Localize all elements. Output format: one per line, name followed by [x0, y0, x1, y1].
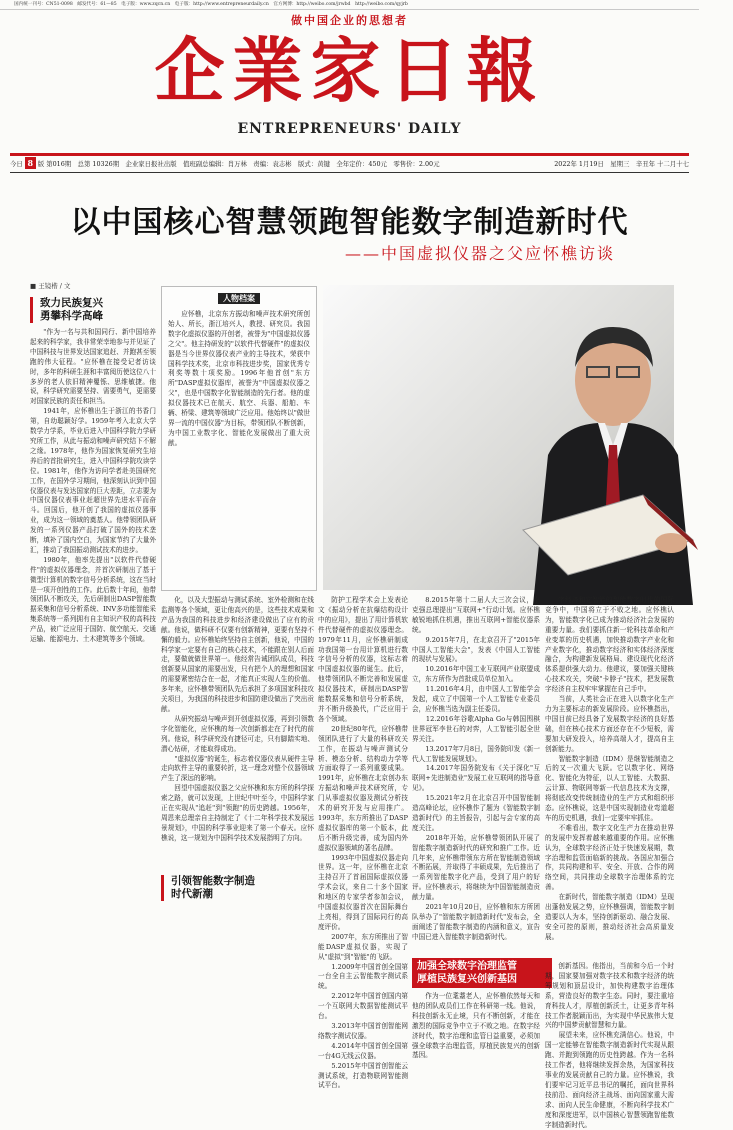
top-info-bar: 国内统一刊号：CN51-0098 邮发代号：61—85 电子版：www.zqcn.cn 电子版：http://www.entrepreneurdaily.cn 官方网博：http://weibo.com/jrwbd http://weibo.com/qyjrb — [0, 0, 699, 10]
article-subtitle: ——中国虚拟仪器之父应怀樵访谈 — [344, 244, 615, 263]
article-column-1 — [30, 328, 156, 1124]
portrait-photo — [323, 285, 674, 590]
issue-info-bar — [10, 157, 689, 171]
newspaper-masthead: 企業家日報 — [154, 29, 545, 112]
section-heading-2: 引领智能数字制造 时代新潮 — [161, 875, 311, 901]
article-column-5a — [545, 596, 674, 958]
paragraph: 化，以及大型振动与测试系统、室外检测和在线监测等各个领域，更让他高兴的是，这些技术成果和产品为我国的科技进步和经济建设做出了应有的贡献。他说，做科研不仅要有创新精神，更要有坚持不懈的毅力。应怀樵始终坚持自主创新，他说，中国的科学家一定要有自己的核心技术，不能跟在别人后面走，要做就做世界第一。他经常告诫团队成员，科技创新要从国家的需要出发，只有把个人的理想和国家的需要紧密结合在一起，才能真正实现人生的价值。多年来，应怀樵带领团队先后承担了多项国家科技攻关项目，为我国的科技进步和国防建设做出了突出贡献。 从研究振动与噪声到开创虚拟仪器，再到引领数字化智能化，应怀樵的每一次创新都走在了时代的前列。他说，科学研究没有捷径可走，只有脚踏实地、潜心钻研，才能取得成功。 "虚拟仪器"的诞生，标志着仪器仪表从硬件主导走向软件主导的重要转折，这一理念对整个仪器领域产生了深远的影响。 回望中国虚拟仪器之父应怀樵和东方所的科学探索之路，就可以发现，上世纪中叶至今，中国科学家正在实现从"追赶"到"领跑"的历史跨越。1956年，周恩来总理亲自主持制定了《十二年科学技术发展远景规划》，中国的科学事业迎来了第一个春天。应怀樵说，这一规划为中国科学技术发展指明了方向。 — [161, 596, 314, 842]
paragraph: 字经济和它智能的智能数字时代的国际竞争中，中国将立于不败之地。应怀樵认为，智能数字化已成为推动经济社会发展的重要力量。我们要抓住新一轮科技革命和产业变革的历史机遇，加快推动数字产业化和产业数字化，推动数字经济和实体经济深度融合，为构建新发展格局、建设现代化经济体系提供强大动力。他建议，要加强关键核心技术攻关，突破"卡脖子"技术，把发展数字经济自主权牢牢掌握在自己手中。 当前，人类社会正在进入以数字化生产力为主要标志的新发展阶段。应怀樵指出，中国目前已经具备了发展数字经济的良好基础，但在核心技术方面还存在不少短板，需要加大研发投入，培养高端人才，提高自主创新能力。 智能数字制造（IDM）是继智能制造之后的又一次重大飞跃。它以数字化、网络化、智能化为特征，以人工智能、大数据、云计算、物联网等新一代信息技术为支撑，将彻底改变传统制造业的生产方式和组织形态。应怀樵说，这是中国实现制造业弯道超车的历史机遇，我们一定要牢牢抓住。 不难看出，数字文化生产力在推动世界的发展中发挥着越来越重要的作用。应怀樵认为，全球数字经济正处于快速发展期，数字治理和监管面临新的挑战。各国应加强合作，共同构建和平、安全、开放、合作的网络空间，共同推动全球数字治理体系的完善。 在新时代，智能数字制造（IDM）呈现出蓬勃发展之势，应怀樵强调，智能数字制造要以人为本，坚持创新驱动、融合发展、安全可控的原则，推动经济社会高质量发展。 — [545, 596, 674, 941]
article-byline: ■ 王镜楷 / 文 — [30, 282, 71, 290]
page-count-badge: 8 — [25, 157, 36, 169]
today-label: 今日 — [10, 160, 23, 168]
article-column-4 — [412, 596, 540, 952]
paragraph: 作为一位耄耋老人，应怀樵依然每天和他的团队成员们工作在科研第一线。他说，科技创新永无止境，只有不断创新，才能在激烈的国际竞争中立于不败之地。在数字经济时代，数字治理和监管日益重要，必须加强全球数字治理监管，厚植民族复兴的创新基因。 — [412, 992, 540, 1060]
paragraph: 1980年，他率先提出"以软件代替硬件"的虚拟仪器理念，并首次研制出了基于微型计算机的数字信号分析系统，这在当时是一项开创性的工作。此后数十年间，他带领团队不断攻关，先后研制出DASP智能数据采集和信号分析系统、INV多功能智能采集系统等一系列拥有自主知识产权的高科技产品，被广泛应用于国防、航空航天、交通运输、能源电力、土木建筑等多个领域。 — [30, 555, 156, 644]
section-heading-3: 加强全球数字治理监管 厚植民族复兴创新基因 — [412, 958, 552, 988]
paragraph: 防护工程学术会上发表论文《振动分析在抗爆结构设计中的应用》，提出了用计算机软件代替硬件的虚拟仪器理念。1979年11月，应怀樵研制成功我国第一台用计算机进行数字信号分析的仪器，这标志着中国虚拟仪器的诞生。此后，他带领团队不断完善和发展虚拟仪器技术，研制出DASP智能数据采集和信号分析系统，并不断升级换代，广泛应用于各个领域。 20世纪80年代，应怀樵带领团队进行了大量的科研攻关工作，在振动与噪声测试分析、模态分析、结构动力学等方面取得了一系列重要成果。1991年，应怀樵在北京创办东方振动和噪声技术研究所，专门从事虚拟仪器及测试分析技术的研究开发与应用推广。1993年，东方所推出了DASP虚拟仪器库的第一个版本，此后不断升级完善，成为国内外虚拟仪器领域的著名品牌。 1993年中国虚拟仪器走向世界。这一年，应怀樵在北京主持召开了首届国际虚拟仪器学术会议，来自二十多个国家和地区的专家学者参加会议，中国虚拟仪器首次在国际舞台上亮相，得到了国际同行的高度评价。 2007年，东方所推出了智能DASP虚拟仪器，实现了从"虚拟"到"智能"的飞跃。 1.2009年中国首创全国第一台全自主云智能数字测试系统。 2.2012年中国首创国内第一个互联网大数据智能测试平台。 3.2013年中国首创智能网络数字测试仪器。 4.2014年中国首创全国第一台4G无线云仪器。 5.2015年中国首创智能云测试系统，打造物联网智能测试平台。 — [318, 596, 408, 1090]
profile-box — [161, 286, 317, 591]
person-with-book-image — [493, 305, 733, 605]
paragraph: 8.2015年第十二届人大三次会议，李克强总理提出"互联网+"行动计划。应怀樵敏锐地抓住机遇，推出互联网+智能仪器系统。 9.2015年7月，在北京召开了"2015年中国人工智能大会"，发表《中国人工智能的现状与发展》。 10.2016年中国工业互联网产业联盟成立，东方所作为首批成员单位加入。 11.2016年4月，由中国人工智能学会发起，成立了中国第一个人工智能专业委员会，应怀樵当选为副主任委员。 12.2016年谷歌Alpha Go与韩国围棋世界冠军李世石的对弈，人工智能引起全世界关注。 13.2017年7月8日，国务院印发《新一代人工智能发展规划》。 14.2017年国务院发布《关于深化"互联网+先进制造业"发展工业互联网的指导意见》。 15.2021年2月在北京召开中国智能制造高峰论坛，应怀樵作了题为《智能数字制造新时代》的主旨报告，引起与会专家的高度关注。 2018年开始，应怀樵带领团队开展了智能数字制造新时代的研究和推广工作。近几年来，应怀樵带领东方所在智能制造领域不断拓展，并取得了丰硕成果，先后推出了一系列智能数字化产品，受到了用户的好评。应怀樵表示，将继续为中国智能制造贡献力量。 2021年10月20日，应怀樵和东方所团队举办了"智能数字制造新时代"发布会，全面阐述了智能数字制造的内涵和意义，宣告中国已进入智能数字制造新时代。 — [412, 596, 540, 941]
article-headline: 以中国核心智慧领跑智能数字制造新时代 — [70, 205, 629, 240]
paragraph: 1941年，应怀樵出生于浙江的书香门第，自幼聪颖好学。1959年考入北京大学数学力学系，毕业后进入中国科学院力学研究所工作，从此与振动和噪声研究结下不解之缘。1978年，他作为国家恢复研究生培养后的首批研究生，进入中国科学院攻读学位。1981年，他作为访问学者赴美国研究工作，在国外学习期间，他深刻认识到中国仪器仪表与发达国家的巨大差距，立志要为中国仪器仪表事业赶超世界先进水平而奋斗。回国后，他开创了我国的虚拟仪器事业，成为这一领域的奠基人。他带领团队研发的一系列仪器产品打破了国外的技术垄断，填补了国内空白，为国家节约了大量外汇，推动了我国振动测试技术的进步。 — [30, 407, 156, 554]
issue-date: 2022年 1月19日 星期三 辛丑年 十二月十七 — [554, 160, 689, 168]
red-divider — [10, 153, 689, 156]
edition-info: 版 第016期 总第 10326期 企业家日报社出版 值班副总编辑：肖万林 责编：袁志彬 版式：黄键 全年定价：450元 零售价：2.00元 — [37, 160, 440, 168]
paragraph: 创新基因。他指出，当前和今后一个时期，国家要加强对数字技术和数字经济的统筹规划和顶层设计，加快构建数字治理体系，营造良好的数字生态。同时，要注重培育科技人才，厚植创新沃土，让更多青年科技工作者脱颖而出，为实现中华民族伟大复兴的中国梦贡献智慧和力量。 展望未来，应怀樵充满信心。他说，中国一定能够在智能数字制造新时代实现从跟跑、并跑到领跑的历史性跨越。作为一名科技工作者，他将继续发挥余热，为国家科技事业的发展贡献自己的力量。应怀樵说，我们要牢记习近平总书记的嘱托，面向世界科技前沿、面向经济主战场、面向国家重大需求、面向人民生命健康，不断向科学技术广度和深度进军，以中国核心智慧领跑智能数字制造新时代。 — [545, 962, 674, 1129]
article-column-3 — [318, 596, 408, 1124]
newspaper-slogan: 做中国企业的思想者 — [291, 14, 408, 27]
masthead-english: ENTREPRENEURS' DAILY — [237, 121, 462, 137]
article-column-4b — [412, 992, 540, 1124]
paragraph: "作为一名与共和国同行、新中国培养起来的科学家，我非常荣幸地参与并见证了中国科技与世界发达国家追赶、并跑甚至领跑的伟大征程。"应怀樵在接受记者访谈时，多年的科研生涯和丰富阅历使这位八十多岁的老人依旧精神矍铄、思维敏捷。他说，科学研究需要坚持、需要勇气，更需要对国家民族的责任和担当。 — [30, 328, 156, 406]
section-heading-1: 致力民族复兴 勇攀科学高峰 — [30, 297, 155, 323]
profile-text: 应怀樵，北京东方振动和噪声技术研究所创始人、所长，浙江培兴人，教授、研究员。我国数字化虚拟仪器的开创者，被誉为"中国虚拟仪器之父"。他主持研发的"以软件代替硬件"的虚拟仪器是当今世界仪器仪表产业的主导技术，荣获中国科学技术奖，北京市科技进步奖，国家优秀专利奖等数十项奖励。1996年他首创"东方所"DASP虚拟仪器库，被誉为"中国虚拟仪器之父"，也是中国数字化智能制造的先行者。他的虚拟仪器技术已在航天、航空、兵器、船舶、车辆、桥梁、建筑等领域广泛应用。他始终以"做世界一流的中国仪器"为目标，带领团队不断创新，为中国工业数字化、智能化发展做出了重大贡献。 — [168, 310, 310, 447]
article-column-2 — [161, 596, 314, 858]
profile-title: 人物档案 — [168, 293, 310, 304]
thin-divider — [10, 172, 689, 173]
article-column-5b — [545, 962, 674, 1129]
